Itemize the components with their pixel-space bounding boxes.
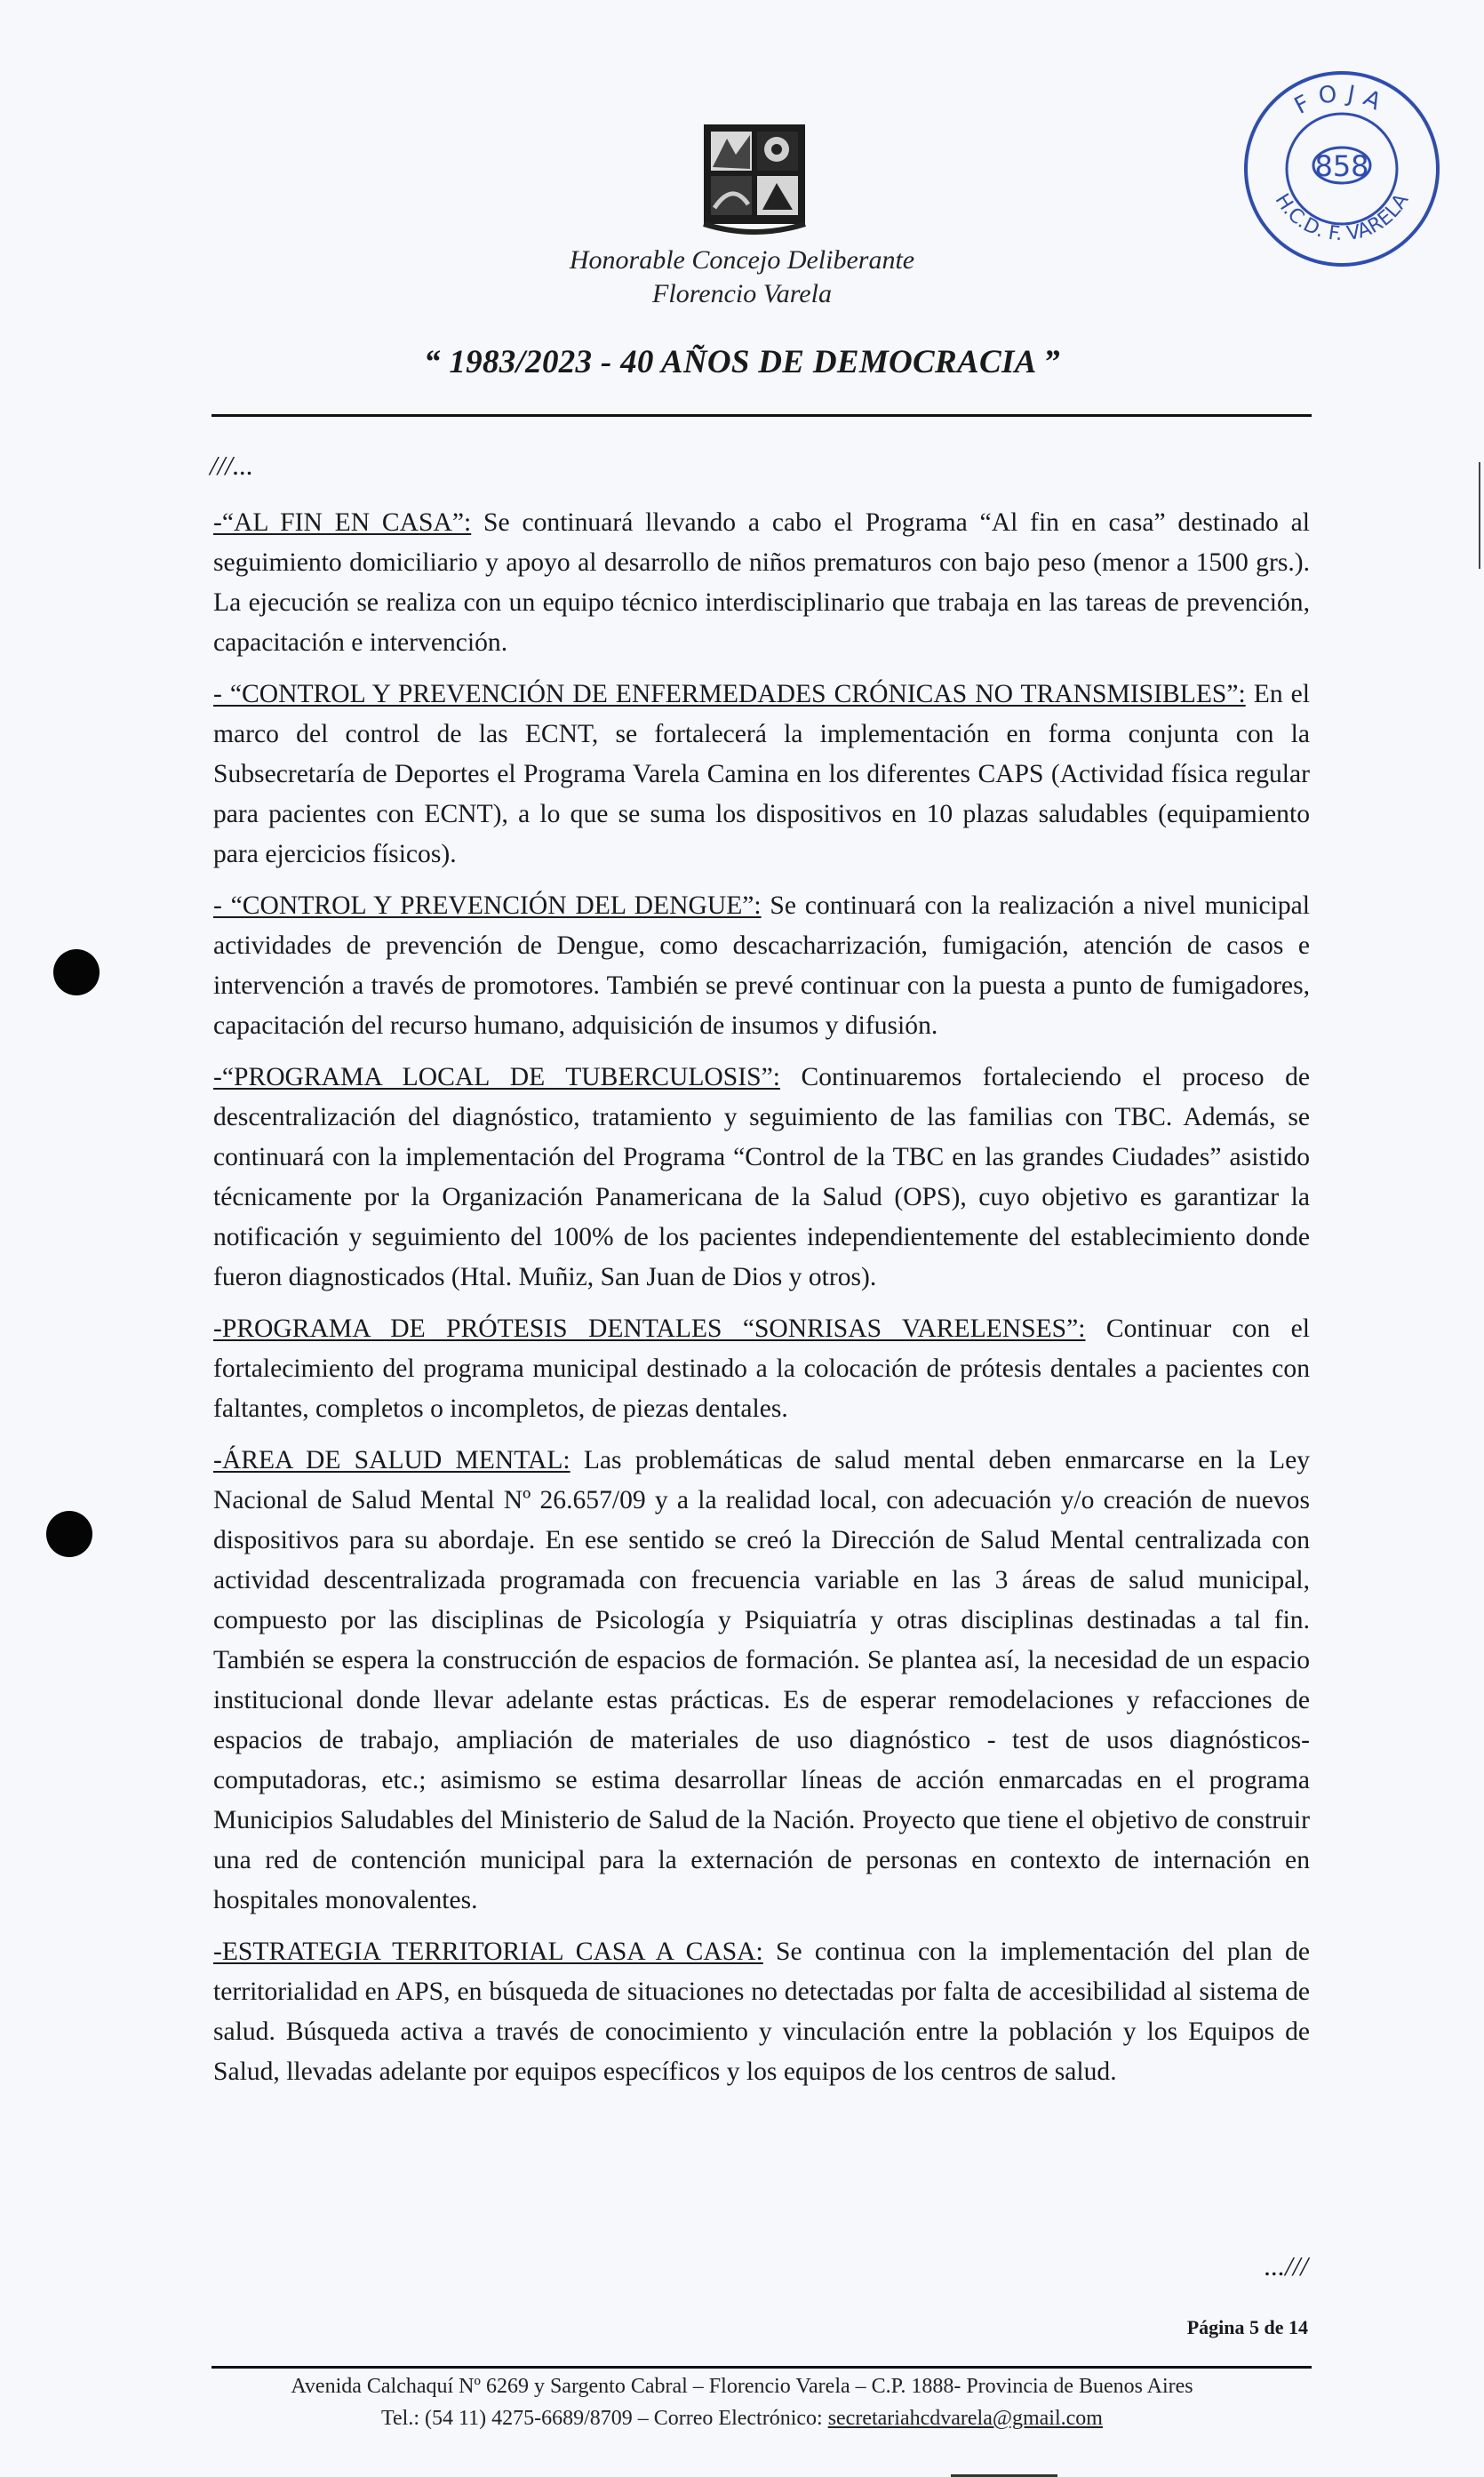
punch-hole-lower xyxy=(46,1511,92,1557)
stamp-top-text: FOJA xyxy=(1289,79,1393,120)
section-dengue xyxy=(213,886,1310,1046)
section-text: Se continuará con la realización a nivel municipal actividades de prevención de Dengue, como descacharrización, fumigación, atención de casos e intervención a través de promotores. También se prevé continuar con la puesta a punto de fumigadores, capacitación del recurso humano, adquisición de insumos y difusión. xyxy=(213,891,1310,1040)
continuation-mark-start: ///... xyxy=(210,450,254,481)
footer-contact xyxy=(0,2407,1484,2431)
municipal-crest-logo xyxy=(697,119,812,235)
section-protesis-dentales xyxy=(213,1309,1310,1429)
section-heading: -PROGRAMA DE PRÓTESIS DENTALES “SONRISAS VARELENSES”: xyxy=(213,1314,1086,1343)
section-text: Las problemáticas de salud mental deben enmarcarse en la Ley Nacional de Salud Mental Nº 26.657/09 y a la realidad local, con adecuación y/o creación de nuevos dispositivos para su abordaje. En ese sentido se creó la Dirección de Salud Mental centralizada con actividad descentralizada programada con frecuencia variable en las 3 áreas de salud municipal, compuesto por las disciplinas de Psicología y Psiquiatría y otras disciplinas destinadas a tal fin. También se espera la construcción de espacios de formación. Se plantea así, la necesidad de un espacio institucional donde llevar adelante estas prácticas. Es de esperar remodelaciones y refacciones de espacios de trabajo, ampliación de materiales de uso diagnóstico - test de usos diagnósticos- computadoras, etc.; asimismo se estima desarrollar líneas de acción enmarcadas en el programa Municipios Saludables del Ministerio de Salud de la Nación. Proyecto que tiene el objetivo de construir una red de contención municipal para la externación de personas en contexto de internación en hospitales monovalentes. xyxy=(213,1446,1311,1914)
page-number: Página 5 de 14 xyxy=(1186,2316,1308,2338)
section-heading: -“PROGRAMA LOCAL DE TUBERCULOSIS”: xyxy=(213,1063,780,1091)
header-divider xyxy=(211,414,1312,417)
stamp-bottom-text: H.C.D. F. VARELA xyxy=(1270,189,1414,246)
footer-email-link[interactable]: secretariahcdvarela@gmail.com xyxy=(827,2407,1103,2430)
section-text: Continuaremos fortaleciendo el proceso de descentralización del diagnóstico, tratamiento y seguimiento de las familias con TBC. Además, se continuará con la implementación del Programa “Control de la TBC en las grandes Ciudades” asistido técnicamente por la Organización Panamericana de la Salud (OPS), cuyo objetivo es garantizar la notificación y seguimiento del 100% de los pacientes independientemente del establecimiento donde fueron diagnosticados (Htal. Muñiz, San Juan de Dios y otros). xyxy=(213,1063,1311,1291)
section-salud-mental xyxy=(213,1441,1310,1921)
section-casa-a-casa xyxy=(213,1932,1310,2092)
section-al-fin-en-casa xyxy=(213,503,1310,663)
document-body xyxy=(213,503,1310,2104)
city-name: Florencio Varela xyxy=(652,279,832,308)
stamp-folio-number: 858 xyxy=(1314,149,1369,183)
section-heading: -ESTRATEGIA TERRITORIAL CASA A CASA: xyxy=(213,1938,763,1966)
scan-edge-mark xyxy=(1479,462,1480,569)
continuation-mark-end: .../// xyxy=(1264,2250,1308,2281)
footer-divider xyxy=(211,2366,1312,2369)
council-name: Honorable Concejo Deliberante xyxy=(569,245,915,275)
section-text: Se continuará llevando a cabo el Programa “Al fin en casa” destinado al seguimiento domiciliario y apoyo al desarrollo de niños prematuros con bajo peso (menor a 1500 grs.). La ejecución se realiza con un equipo técnico interdisciplinario que trabaja en las tareas de prevención, capacitación e intervención. xyxy=(213,508,1311,657)
folio-stamp xyxy=(1239,66,1445,272)
democracy-motto: “ 1983/2023 - 40 AÑOS DE DEMOCRACIA ” xyxy=(424,344,1060,380)
svg-text:H.C.D. F. VARELA xyxy=(1271,190,1414,245)
section-tuberculosis xyxy=(213,1058,1310,1298)
section-heading: -“AL FIN EN CASA”: xyxy=(213,508,472,537)
punch-hole-upper xyxy=(53,949,100,995)
footer-phone: Tel.: (54 11) 4275-6689/8709 – Correo Electrónico: xyxy=(381,2407,828,2430)
section-text: Se continua con la implementación del plan de territorialidad en APS, en búsqueda de situaciones no detectadas por falta de accesibilidad al sistema de salud. Búsqueda activa a través de conocimiento y vinculación entre la población y los Equipos de Salud, llevadas adelante por equipos específicos y los equipos de los centros de salud. xyxy=(213,1938,1310,2086)
section-heading: - “CONTROL Y PREVENCIÓN DEL DENGUE”: xyxy=(213,891,762,920)
section-text: Continuar con el fortalecimiento del programa municipal destinado a la colocación de prótesis dentales a pacientes con faltantes, completos o incompletos, de piezas dentales. xyxy=(213,1314,1310,1423)
section-heading: - “CONTROL Y PREVENCIÓN DE ENFERMEDADES CRÓNICAS NO TRANSMISIBLES”: xyxy=(213,680,1246,708)
footer-address: Avenida Calchaquí Nº 6269 y Sargento Cabral – Florencio Varela – C.P. 1888- Provincia de Buenos Aires xyxy=(291,2375,1193,2398)
section-ecnt xyxy=(213,675,1310,875)
section-heading: -ÁREA DE SALUD MENTAL: xyxy=(213,1446,570,1474)
section-text: En el marco del control de las ECNT, se fortalecerá la implementación en forma conjunta con la Subsecretaría de Deportes el Programa Varela Camina en los diferentes CAPS (Actividad física regular para pacientes con ECNT), a lo que se suma los dispositivos en 10 plazas saludables (equipamiento para ejercicios físicos). xyxy=(213,680,1310,868)
